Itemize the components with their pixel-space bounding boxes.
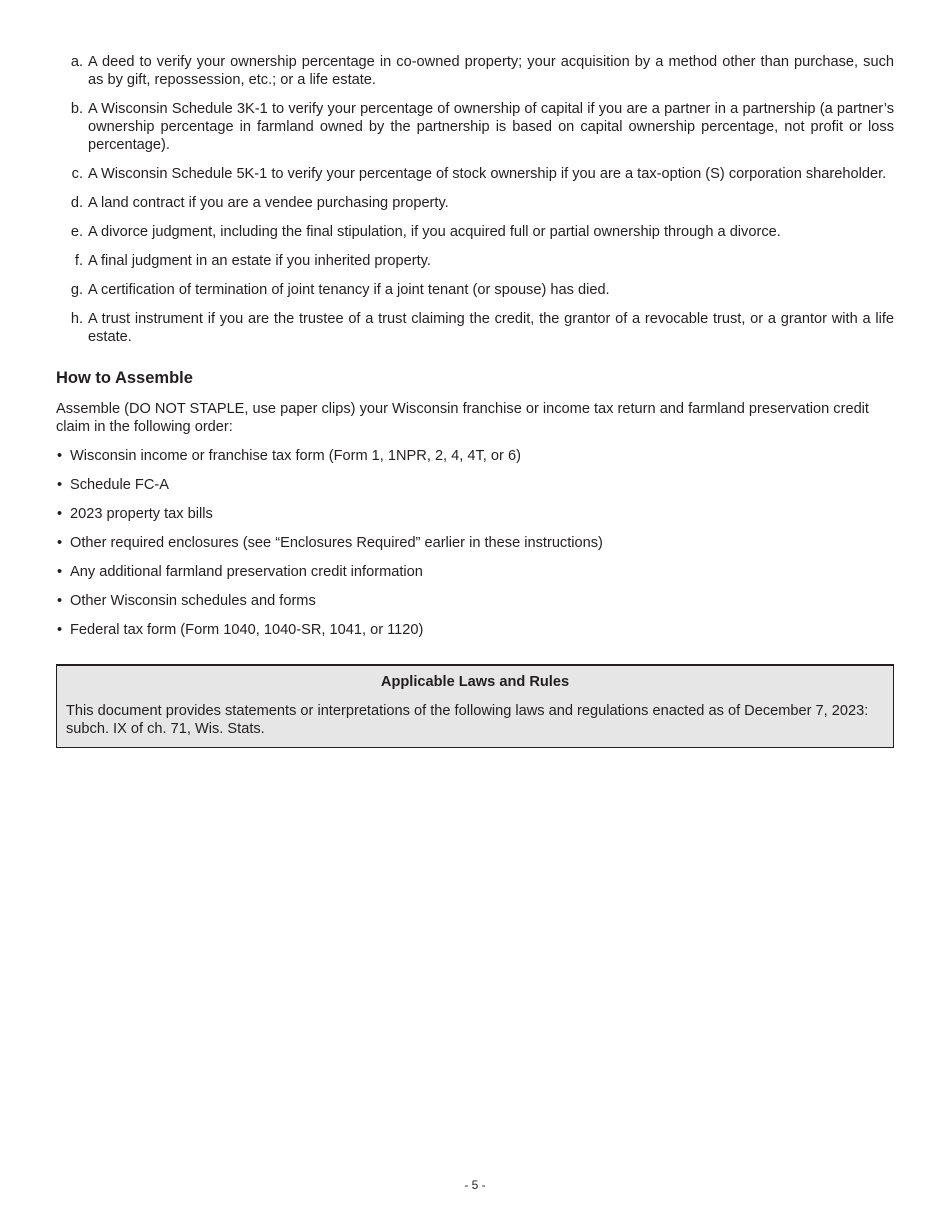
- bullet-item-text: Wisconsin income or franchise tax form (Form 1, 1NPR, 2, 4, 4T, or 6): [70, 448, 521, 464]
- bullet-item: [56, 563, 894, 581]
- list-item: [56, 223, 894, 241]
- bullet-icon: •: [57, 448, 63, 464]
- list-item: [56, 100, 894, 154]
- assembly-order-list: [56, 447, 894, 639]
- list-item: [56, 310, 894, 346]
- applicable-laws-title: Applicable Laws and Rules: [380, 674, 570, 690]
- bullet-icon: •: [57, 535, 63, 551]
- list-marker: h.: [70, 311, 83, 327]
- list-marker: a.: [70, 54, 83, 70]
- bullet-item-text: 2023 property tax bills: [70, 506, 213, 522]
- bullet-item-text: Any additional farmland preservation credit information: [70, 564, 423, 580]
- bullet-item-text: Federal tax form (Form 1040, 1040-SR, 1041, or 1120): [70, 622, 424, 638]
- applicable-laws-text: This document provides statements or interpretations of the following laws and regulations enacted as of December 7, 2023: subch. IX of ch. 71, Wis. Stats.: [66, 703, 869, 737]
- bullet-icon: •: [57, 622, 63, 638]
- list-marker: d.: [70, 195, 83, 211]
- list-item-text: A certification of termination of joint tenancy if a joint tenant (or spouse) has died.: [88, 282, 610, 298]
- document-page: [56, 53, 894, 748]
- bullet-item: [56, 505, 894, 523]
- assemble-intro-paragraph: Assemble (DO NOT STAPLE, use paper clips) your Wisconsin franchise or income tax return and farmland preservation credit claim in the following order:: [56, 401, 869, 435]
- bullet-item: [56, 592, 894, 610]
- list-item: [56, 281, 894, 299]
- bullet-icon: •: [57, 506, 63, 522]
- list-item-text: A trust instrument if you are the trustee of a trust claiming the credit, the grantor of a revocable trust, or a grantor with a life estate.: [88, 311, 894, 345]
- list-item: [56, 194, 894, 212]
- bullet-item: [56, 621, 894, 639]
- bullet-icon: •: [57, 477, 63, 493]
- bullet-item: [56, 534, 894, 552]
- list-item: [56, 53, 894, 89]
- list-marker: e.: [70, 224, 83, 240]
- page-number: - 5 -: [464, 1178, 486, 1192]
- list-item-text: A divorce judgment, including the final stipulation, if you acquired full or partial ownership through a divorce.: [88, 224, 781, 240]
- list-item-text: A Wisconsin Schedule 3K-1 to verify your percentage of ownership of capital if you are a partner in a partnership (a partner’s ownership percentage in farmland owned by the partnership is based on capital ownership percentage, not profit or loss percentage).: [88, 101, 894, 153]
- list-item-text: A land contract if you are a vendee purchasing property.: [88, 195, 449, 211]
- bullet-icon: •: [57, 564, 63, 580]
- enclosures-list: [56, 53, 894, 346]
- list-item-text: A deed to verify your ownership percentage in co-owned property; your acquisition by a method other than purchase, such as by gift, repossession, etc.; or a life estate.: [88, 54, 894, 88]
- bullet-item: [56, 447, 894, 465]
- bullet-icon: •: [57, 593, 63, 609]
- list-marker: g.: [70, 282, 83, 298]
- bullet-item: [56, 476, 894, 494]
- bullet-item-text: Schedule FC-A: [70, 477, 169, 493]
- list-marker: b.: [70, 101, 83, 117]
- list-marker: f.: [74, 253, 83, 269]
- list-item-text: A Wisconsin Schedule 5K-1 to verify your percentage of stock ownership if you are a tax-option (S) corporation shareholder.: [88, 166, 887, 182]
- list-item-text: A final judgment in an estate if you inherited property.: [88, 253, 431, 269]
- section-heading-how-to-assemble: How to Assemble: [56, 369, 193, 387]
- bullet-item-text: Other required enclosures (see “Enclosures Required” earlier in these instructions): [70, 535, 603, 551]
- list-marker: c.: [71, 166, 83, 182]
- bullet-item-text: Other Wisconsin schedules and forms: [70, 593, 316, 609]
- list-item: [56, 165, 894, 183]
- applicable-laws-box: [56, 664, 894, 748]
- list-item: [56, 252, 894, 270]
